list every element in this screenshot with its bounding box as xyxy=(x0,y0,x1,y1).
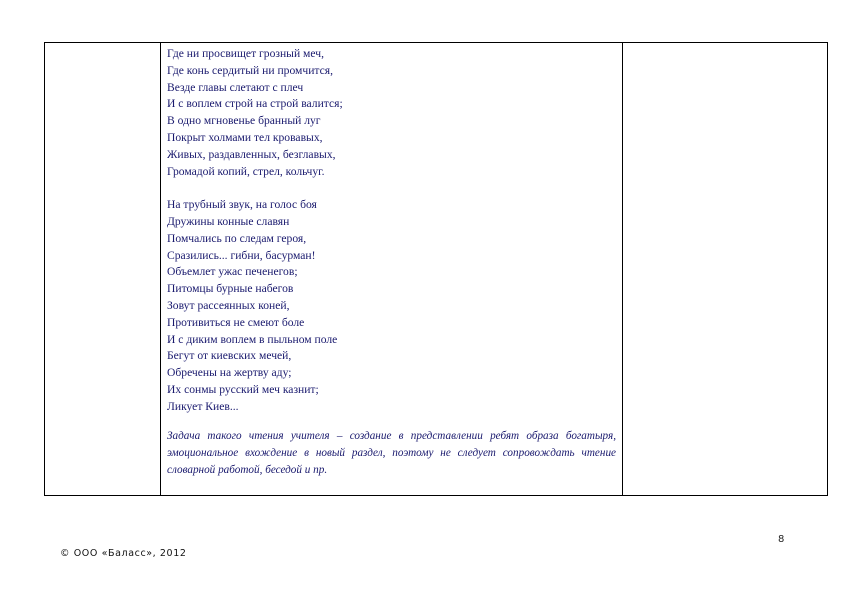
poem-line: Противиться не смеют боле xyxy=(167,315,305,329)
teacher-note: Задача такого чтения учителя – создание в представлении ребят образа богатыря, эмоциональное вхождение в новый раздел, поэтому не следует сопровождать чтение словарной работой, беседой и пр. xyxy=(167,429,616,476)
poem-line: Везде главы слетают с плеч xyxy=(167,80,304,94)
poem-line: Где ни просвищет грозный меч, xyxy=(167,47,324,60)
table-cell-left xyxy=(45,43,161,495)
page-number: 8 xyxy=(778,534,785,545)
poem-line: Бегут от киевских мечей, xyxy=(167,349,292,363)
poem-line: И с воплем строй на строй валится; xyxy=(167,97,343,111)
poem-line: Помчались по следам героя, xyxy=(167,231,307,245)
poem-line: Объемлет ужас печенегов; xyxy=(167,265,298,279)
copyright-footer: © ООО «Баласс», 2012 xyxy=(60,548,187,559)
poem-line: На трубный звук, на голос боя xyxy=(167,198,317,212)
poem-line: Их сонмы русский меч казнит; xyxy=(167,382,319,396)
poem-line: Зовут рассеянных коней, xyxy=(167,298,290,312)
poem-stanza-2 xyxy=(167,197,616,415)
poem-line: В одно мгновенье бранный луг xyxy=(167,114,321,128)
poem-line: Питомцы бурные набегов xyxy=(167,282,294,296)
content-table xyxy=(44,42,828,496)
poem-line: Обречены на жертву аду; xyxy=(167,366,292,380)
poem-line: Дружины конные славян xyxy=(167,214,290,228)
poem-line: Живых, раздавленных, безглавых, xyxy=(167,147,336,161)
poem-line: И с диким воплем в пыльном поле xyxy=(167,332,338,346)
poem-line: Где конь сердитый ни промчится, xyxy=(167,63,333,77)
poem-line: Громадой копий, стрел, кольчуг. xyxy=(167,164,325,178)
table-cell-right xyxy=(623,43,827,495)
poem-line: Сразились... гибни, басурман! xyxy=(167,248,316,262)
table-cell-poem xyxy=(161,43,623,495)
poem-line: Ликует Киев... xyxy=(167,399,239,413)
poem-line: Покрыт холмами тел кровавых, xyxy=(167,130,323,144)
poem-stanza-1 xyxy=(167,46,616,180)
